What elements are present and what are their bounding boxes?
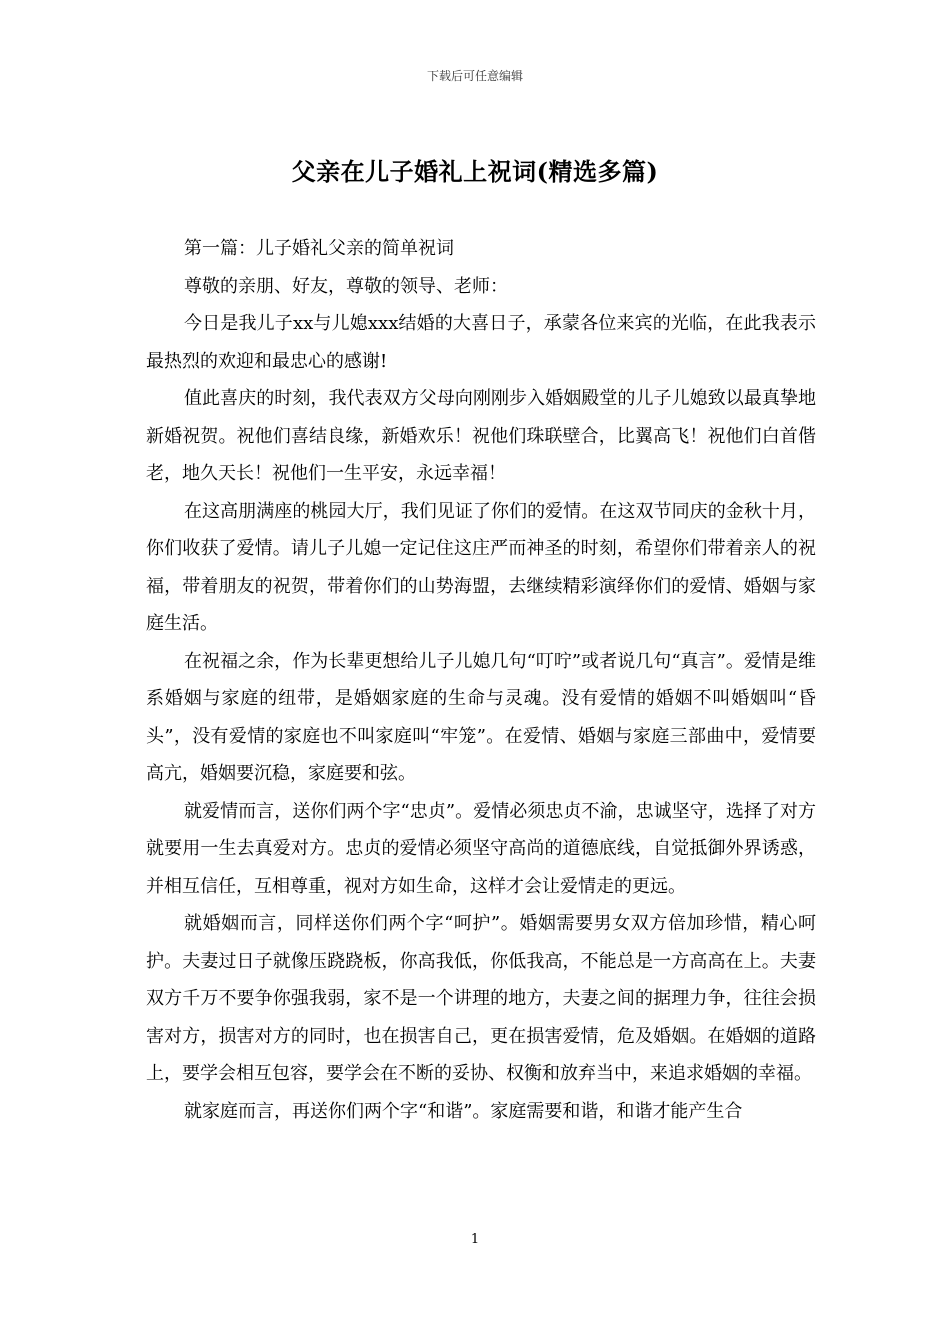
document-body bbox=[146, 230, 816, 1130]
paragraph: 就家庭而言，再送你们两个字“和谐”。家庭需要和谐，和谐才能产生合 bbox=[184, 1100, 743, 1122]
paragraph: 今日是我儿子xx与儿媳xxx结婚的大喜日子，承蒙各位来宾的光临，在此我表示最热烈的欢迎和最忠心的感谢! bbox=[146, 313, 816, 372]
header-note: 下载后可任意编辑 bbox=[426, 69, 523, 83]
paragraph-section-heading: 第一篇：儿子婚礼父亲的简单祝词 bbox=[184, 238, 454, 259]
paragraph-salutation: 尊敬的亲朋、好友，尊敬的领导、老师： bbox=[184, 275, 508, 297]
page-number: 1 bbox=[470, 1232, 480, 1247]
document-title: 父亲在儿子婚礼上祝词(精选多篇) bbox=[291, 157, 659, 186]
paragraph: 值此喜庆的时刻，我代表双方父母向刚刚步入婚姻殿堂的儿子儿媳致以最真挚地新婚祝贺。祝他们喜结良缘，新婚欢乐！祝他们珠联壁合，比翼高飞！祝他们白首偕老，地久天长！祝他们一生平安，永远幸福！ bbox=[146, 388, 816, 484]
paragraph: 在祝福之余，作为长辈更想给儿子儿媳几句“叮咛”或者说几句“真言”。爱情是维系婚姻与家庭的纽带，是婚姻家庭的生命与灵魂。没有爱情的婚姻不叫婚姻叫“昏头”，没有爱情的家庭也不叫家庭叫“牢笼”。在爱情、婚姻与家庭三部曲中，爱情要高亢，婚姻要沉稳，家庭要和弦。 bbox=[146, 650, 816, 784]
paragraph: 就婚姻而言，同样送你们两个字“呵护”。婚姻需要男女双方倍加珍惜，精心呵护。夫妻过日子就像压跷跷板，你高我低，你低我高，不能总是一方高高在上。夫妻双方千万不要争你强我弱，家不是一个讲理的地方，夫妻之间的据理力争，往往会损害对方，损害对方的同时，也在损害自己，更在损害爱情，危及婚姻。在婚姻的道路上，要学会相互包容，要学会在不断的妥协、权衡和放弃当中，来追求婚姻的幸福。 bbox=[146, 913, 816, 1084]
paragraph: 就爱情而言，送你们两个字“忠贞”。爱情必须忠贞不渝，忠诚坚守，选择了对方就要用一生去真爱对方。忠贞的爱情必须坚守高尚的道德底线，自觉抵御外界诱惑，并相互信任，互相尊重，视对方如生命，这样才会让爱情走的更远。 bbox=[146, 800, 816, 897]
paragraph: 在这高朋满座的桃园大厅，我们见证了你们的爱情。在这双节同庆的金秋十月，你们收获了爱情。请儿子儿媳一定记住这庄严而神圣的时刻，希望你们带着亲人的祝福，带着朋友的祝贺，带着你们的山势海盟，去继续精彩演绎你们的爱情、婚姻与家庭生活。 bbox=[146, 500, 816, 634]
